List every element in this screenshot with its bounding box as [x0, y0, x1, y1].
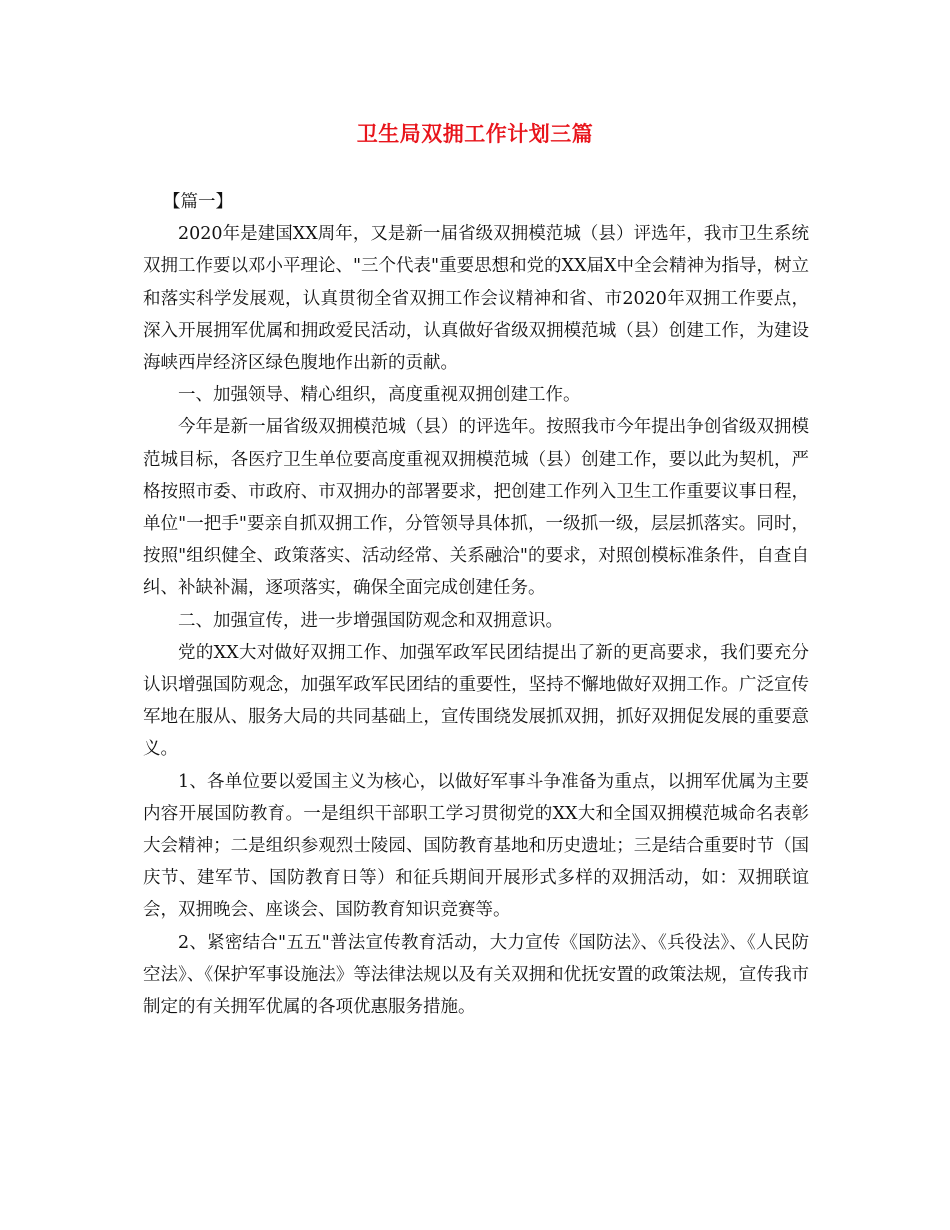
heading-one: 一、加强领导、精心组织，高度重视双拥创建工作。 [178, 385, 581, 406]
paragraph-leadership: 今年是新一届省级双拥模范城（县）的评选年。按照我市今年提出争创省级双拥模范城目标，各医疗卫生单位要高度重视双拥模范城（县）创建工作，要以此为契机，严格按照市委、市政府、市双拥办的部署要求，把创建工作列入卫生工作重要议事日程，单位"一把手"要亲自抓双拥工作，分管领导具体抓，一级抓一级，层层抓落实。同时，按照"组织健全、政策落实、活动经常、关系融洽"的要求，对照创模标准条件，自查自纠、补缺补漏，逐项落实，确保全面完成创建任务。 [143, 417, 809, 599]
document-body [143, 186, 809, 1023]
heading-two: 二、加强宣传，进一步增强国防观念和双拥意识。 [178, 610, 563, 631]
paragraph-item-1: 1、各单位要以爱国主义为核心，以做好军事斗争准备为重点，以拥军优属为主要内容开展国防教育。一是组织干部职工学习贯彻党的XX大和全国双拥模范城命名表彰大会精神；二是组织参观烈士陵园、国防教育基地和历史遗址；三是结合重要时节（国庆节、建军节、国防教育日等）和征兵期间开展形式多样的双拥活动，如：双拥联谊会，双拥晚会、座谈会、国防教育知识竞赛等。 [143, 771, 809, 921]
paragraph-item-2: 2、紧密结合"五五"普法宣传教育活动，大力宣传《国防法》、《兵役法》、《人民防空法》、《保护军事设施法》等法律法规以及有关双拥和优抚安置的政策法规，宣传我市制定的有关拥军优属的各项优惠服务措施。 [143, 932, 809, 1018]
section-label: 【篇一】 [163, 192, 233, 212]
paragraph-intro: 2020年是建国XX周年，又是新一届省级双拥模范城（县）评选年，我市卫生系统双拥工作要以邓小平理论、"三个代表"重要思想和党的XX届X中全会精神为指导，树立和落实科学发展观，认真贯彻全省双拥工作会议精神和省、市2020年双拥工作要点，深入开展拥军优属和拥政爱民活动，认真做好省级双拥模范城（县）创建工作，为建设海峡西岸经济区绿色腹地作出新的贡献。 [143, 224, 809, 374]
paragraph-publicity: 党的XX大对做好双拥工作、加强军政军民团结提出了新的更高要求，我们要充分认识增强国防观念，加强军政军民团结的重要性，坚持不懈地做好双拥工作。广泛宣传军地在服从、服务大局的共同基础上，宣传围绕发展抓双拥，抓好双拥促发展的重要意义。 [143, 642, 809, 760]
document-title: 卫生局双拥工作计划三篇 [356, 121, 594, 146]
